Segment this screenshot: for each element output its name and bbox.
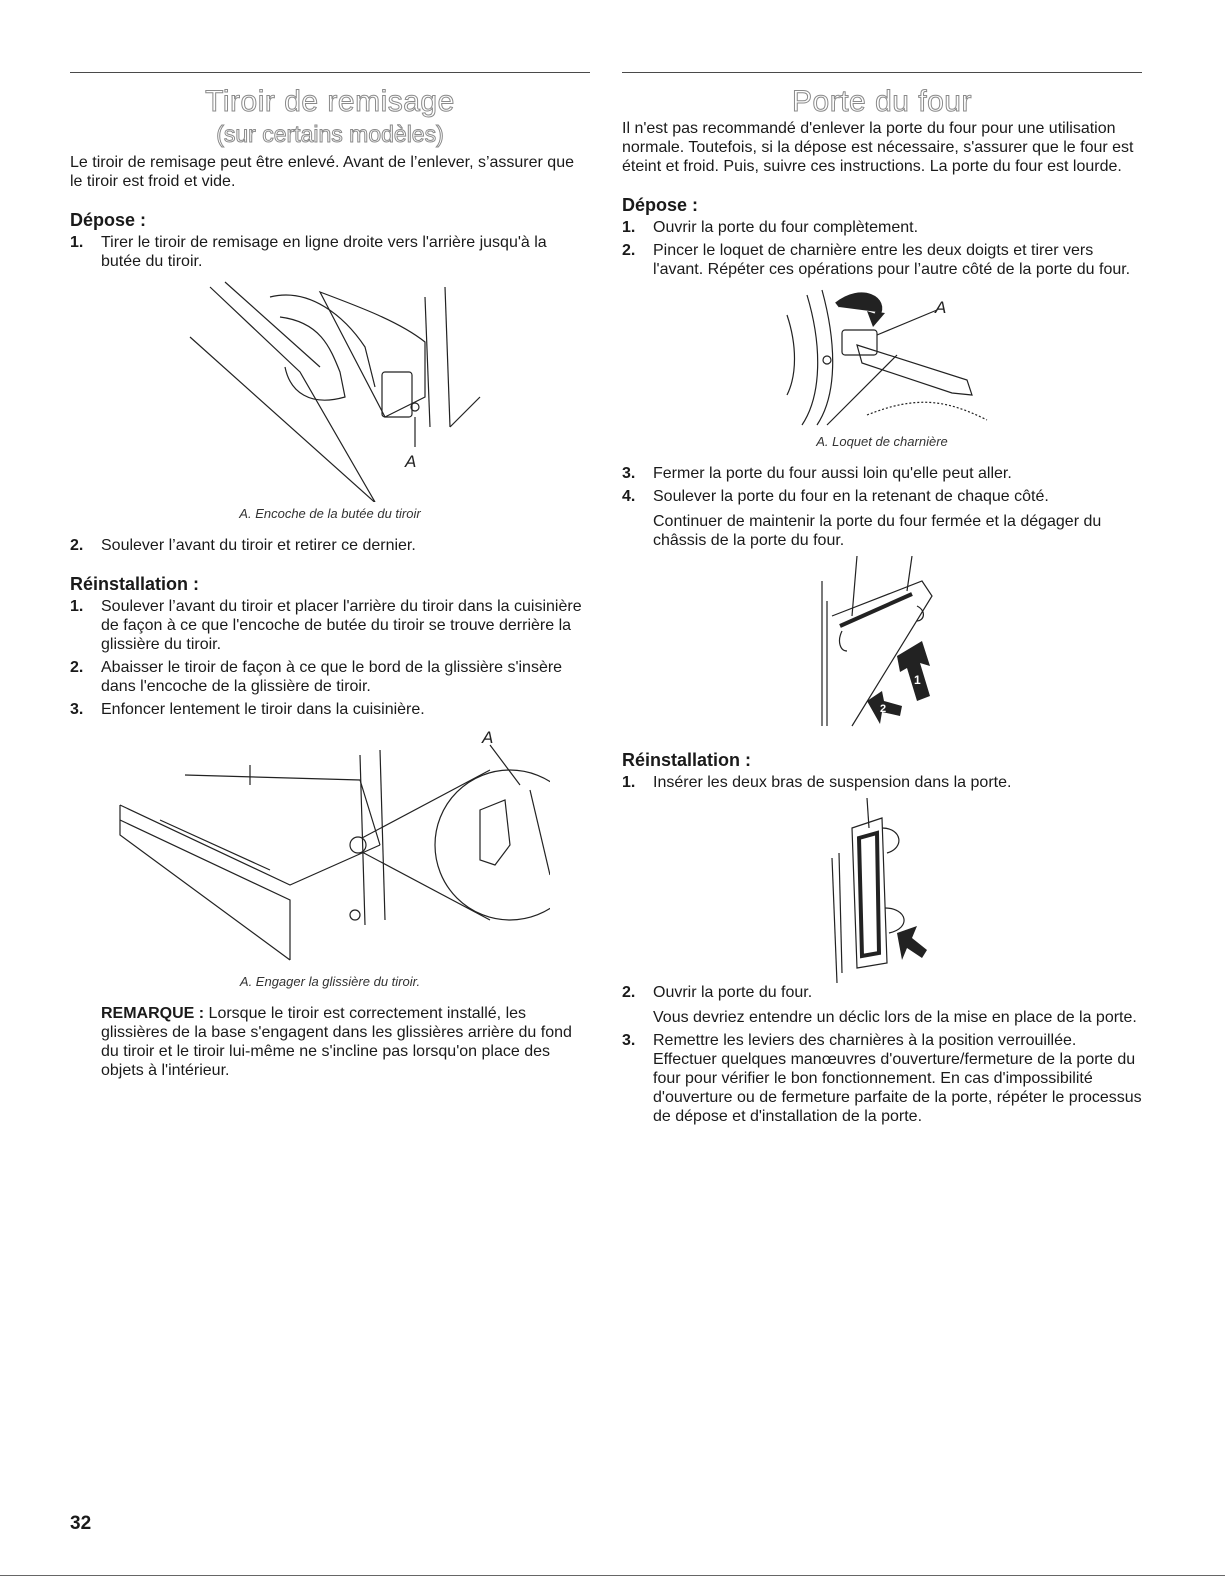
figure-caption: A. Encoche de la butée du tiroir bbox=[239, 506, 421, 521]
step-number: 1. bbox=[70, 598, 84, 615]
step-extra: Continuer de maintenir la porte du four fermée et la dégager du châssis de la porte du four. bbox=[653, 513, 1102, 549]
note-label: REMARQUE : bbox=[101, 1005, 205, 1022]
figure-caption: A. Engager la glissière du tiroir. bbox=[239, 974, 421, 989]
section-subtitle: (sur certains modèles) bbox=[216, 121, 444, 147]
list-item bbox=[70, 700, 590, 719]
section-title: Porte du four bbox=[792, 85, 972, 118]
step-text: Enfoncer lentement le tiroir dans la cuisinière. bbox=[101, 701, 425, 718]
drawer-pull-illustration bbox=[170, 277, 490, 502]
list-item bbox=[622, 983, 1142, 1027]
list-item bbox=[622, 241, 1142, 279]
depose-steps bbox=[70, 233, 590, 271]
step-extra: Vous devriez entendre un déclic lors de la mise en place de la porte. bbox=[653, 1009, 1137, 1026]
figure-caption: A. Loquet de charnière bbox=[816, 434, 948, 449]
note-paragraph bbox=[70, 1004, 590, 1080]
left-column bbox=[70, 72, 590, 1080]
page-number: 32 bbox=[70, 1513, 92, 1534]
reinstall-steps-cont bbox=[622, 983, 1142, 1126]
list-item bbox=[622, 464, 1142, 483]
step-number: 1. bbox=[70, 234, 84, 251]
depose-heading: Dépose : bbox=[622, 195, 699, 215]
hinge-latch-illustration bbox=[767, 285, 997, 430]
step-text: Pincer le loquet de charnière entre les deux doigts et tirer vers l'avant. Répéter ces opérations pour l’autre côté de la porte du four. bbox=[653, 242, 1131, 278]
list-item bbox=[622, 773, 1142, 792]
list-item bbox=[70, 597, 590, 654]
step-number: 3. bbox=[622, 465, 636, 482]
section-rule bbox=[622, 72, 1142, 73]
step-text: Fermer la porte du four aussi loin qu'elle peut aller. bbox=[653, 465, 1012, 482]
depose-steps-cont bbox=[622, 464, 1142, 550]
step-text: Soulever l’avant du tiroir et retirer ce dernier. bbox=[101, 537, 416, 554]
reinstall-heading: Réinstallation : bbox=[622, 750, 752, 770]
list-item bbox=[70, 536, 590, 555]
step-number: 2. bbox=[622, 242, 636, 259]
arrow-number: 2 bbox=[880, 703, 887, 715]
depose-heading: Dépose : bbox=[70, 210, 147, 230]
step-text: Ouvrir la porte du four. bbox=[653, 984, 813, 1001]
step-text: Insérer les deux bras de suspension dans la porte. bbox=[653, 774, 1012, 791]
intro-text: Le tiroir de remisage peut être enlevé. Avant de l’enlever, s’assurer que le tiroir est froid et vide. bbox=[70, 154, 574, 190]
depose-steps-cont bbox=[70, 536, 590, 555]
intro-text: Il n'est pas recommandé d'enlever la porte du four pour une utilisation normale. Toutefois, si la dépose est nécessaire, s'assurer que le four est éteint et froid. Puis, suivre ces instructions. La porte du four est lourde. bbox=[622, 120, 1134, 175]
hanger-arm-illustration bbox=[827, 798, 937, 983]
note-text: Lorsque le tiroir est correctement installé, les glissières de la base s'engagent dans les glissières arrière du fond du tiroir et le tiroir lui-même ne s'incline pas lorsqu'on place des objets à l'intérieur. bbox=[101, 1005, 572, 1079]
step-text: Remettre les leviers des charnières à la position verrouillée. Effectuer quelques manœuvres d'ouverture/fermeture de la porte du four pour vérifier le bon fonctionnement. En cas d'impossibilité d'ouverture ou de fermeture parfaite de la porte, répéter le processus de dépose et d'installation de la porte. bbox=[653, 1032, 1142, 1125]
list-item bbox=[622, 487, 1142, 550]
step-number: 3. bbox=[622, 1032, 636, 1049]
step-text: Soulever la porte du four en la retenant de chaque côté. bbox=[653, 488, 1049, 505]
arrow-number: 1 bbox=[914, 673, 921, 687]
callout-label: A bbox=[405, 452, 417, 471]
step-text: Soulever l’avant du tiroir et placer l'arrière du tiroir dans la cuisinière de façon à ce que l'encoche de butée du tiroir se trouve derrière la glissière du tiroir. bbox=[101, 598, 582, 653]
right-column bbox=[622, 72, 1142, 1130]
reinstall-steps bbox=[622, 773, 1142, 792]
depose-steps bbox=[622, 218, 1142, 279]
step-number: 2. bbox=[622, 984, 636, 1001]
bottom-rule bbox=[0, 1575, 1225, 1576]
drawer-glide-illustration bbox=[110, 725, 550, 970]
step-number: 1. bbox=[622, 774, 636, 791]
door-lift-illustration bbox=[812, 556, 952, 731]
step-number: 1. bbox=[622, 219, 636, 236]
callout-label: A bbox=[482, 728, 494, 747]
step-number: 4. bbox=[622, 488, 636, 505]
step-text: Abaisser le tiroir de façon à ce que le bord de la glissière s'insère dans l'encoche de la glissière de tiroir. bbox=[101, 659, 563, 695]
section-title: Tiroir de remisage bbox=[205, 85, 455, 118]
reinstall-steps bbox=[70, 597, 590, 719]
list-item bbox=[622, 1031, 1142, 1126]
list-item bbox=[70, 658, 590, 696]
reinstall-heading: Réinstallation : bbox=[70, 574, 200, 594]
section-rule bbox=[70, 72, 590, 73]
step-text: Ouvrir la porte du four complètement. bbox=[653, 219, 919, 236]
callout-label: A bbox=[935, 298, 947, 317]
step-text: Tirer le tiroir de remisage en ligne droite vers l'arrière jusqu'à la butée du tiroir. bbox=[101, 234, 547, 270]
step-number: 2. bbox=[70, 659, 84, 676]
list-item bbox=[70, 233, 590, 271]
step-number: 3. bbox=[70, 701, 84, 718]
list-item bbox=[622, 218, 1142, 237]
step-number: 2. bbox=[70, 537, 84, 554]
